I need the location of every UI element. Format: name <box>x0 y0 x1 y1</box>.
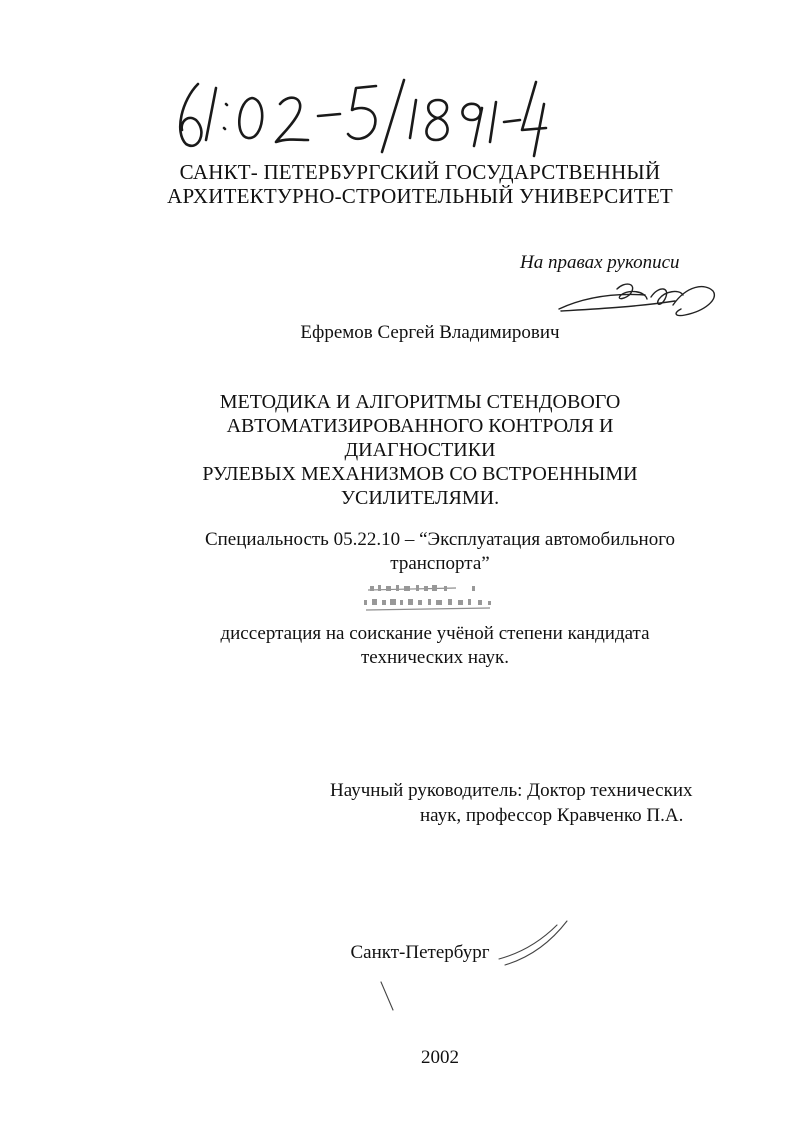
library-stamp <box>360 580 510 614</box>
signature-drawing <box>555 275 720 323</box>
specialty-line: транспорта” <box>390 553 490 574</box>
specialty-line: Специальность 05.22.10 – “Эксплуатация автомобильного <box>204 529 676 550</box>
degree-statement-line: диссертация на соискание учёной степени кандидата <box>220 623 650 644</box>
university-name <box>140 160 700 208</box>
supervisor-line: Научный руководитель: Доктор технических <box>330 780 693 801</box>
handwritten-archive-code-drawing <box>168 70 548 160</box>
pen-mark-drawing <box>375 980 400 1015</box>
degree-statement-line: технических наук. <box>361 647 509 668</box>
pen-mark <box>495 915 575 975</box>
dissertation-title <box>150 390 690 510</box>
rights-note: На правах рукописи <box>520 252 680 273</box>
pen-mark <box>375 980 400 1015</box>
university-name-line: АРХИТЕКТУРНО-СТРОИТЕЛЬНЫЙ УНИВЕРСИТЕТ <box>167 184 673 208</box>
title-line: УСИЛИТЕЛЯМИ. <box>340 487 500 509</box>
city: Санкт-Петербург <box>350 942 490 963</box>
degree-statement <box>200 622 670 670</box>
specialty <box>190 528 690 576</box>
title-line: РУЛЕВЫХ МЕХАНИЗМОВ СО ВСТРОЕННЫМИ <box>202 463 638 485</box>
title-line: МЕТОДИКА И АЛГОРИТМЫ СТЕНДОВОГО <box>219 391 621 413</box>
university-name-line: САНКТ- ПЕТЕРБУРГСКИЙ ГОСУДАРСТВЕННЫЙ <box>179 160 661 184</box>
library-stamp-drawing <box>360 580 510 614</box>
pen-mark-drawing <box>495 915 575 975</box>
author-name: Ефремов Сергей Владимирович <box>300 322 560 343</box>
title-line: АВТОМАТИЗИРОВАННОГО КОНТРОЛЯ И ДИАГНОСТИКИ <box>226 415 614 461</box>
supervisor <box>320 778 700 828</box>
supervisor-line: наук, профессор Кравченко П.А. <box>420 805 684 826</box>
handwritten-archive-code <box>168 70 548 160</box>
signature <box>555 275 720 323</box>
year: 2002 <box>421 1047 459 1068</box>
